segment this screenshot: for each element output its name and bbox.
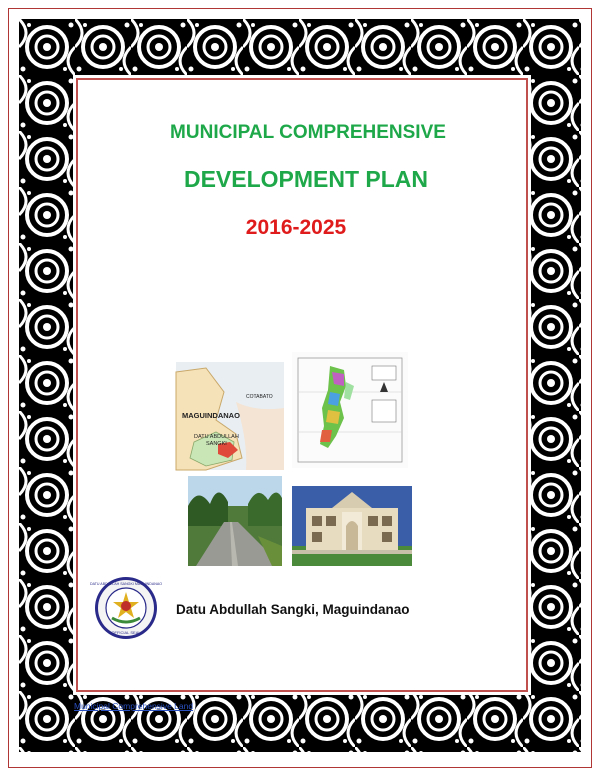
- province-label: MAGUINDANAO: [182, 411, 240, 420]
- plan-period: 2016-2025: [245, 216, 347, 239]
- city-label: COTABATO: [246, 394, 273, 400]
- municipality-label-2: SANGKI: [206, 441, 227, 447]
- cover-content-panel: [76, 78, 528, 692]
- title-line-1: MUNICIPAL COMPREHENSIVE: [170, 122, 446, 143]
- barangay-map: [292, 352, 408, 468]
- municipal-hall-photo: [292, 486, 412, 566]
- road-photo: [188, 476, 282, 566]
- title-line-2: DEVELOPMENT PLAN: [183, 166, 429, 192]
- seal-ring-text: DATU ABDULLAH SANGKI MAGUINDANAO: [89, 582, 163, 586]
- footer-link[interactable]: Municipal Comprehensive Land: [74, 701, 194, 711]
- municipal-seal: [89, 576, 163, 640]
- province-location-map: [176, 362, 284, 470]
- municipality-label-1: DATU ABDULLAH: [194, 434, 239, 440]
- seal-bottom-text: OFFICIAL SEAL: [111, 630, 141, 635]
- municipality-name: Datu Abdullah Sangki, Maguindanao: [176, 602, 410, 617]
